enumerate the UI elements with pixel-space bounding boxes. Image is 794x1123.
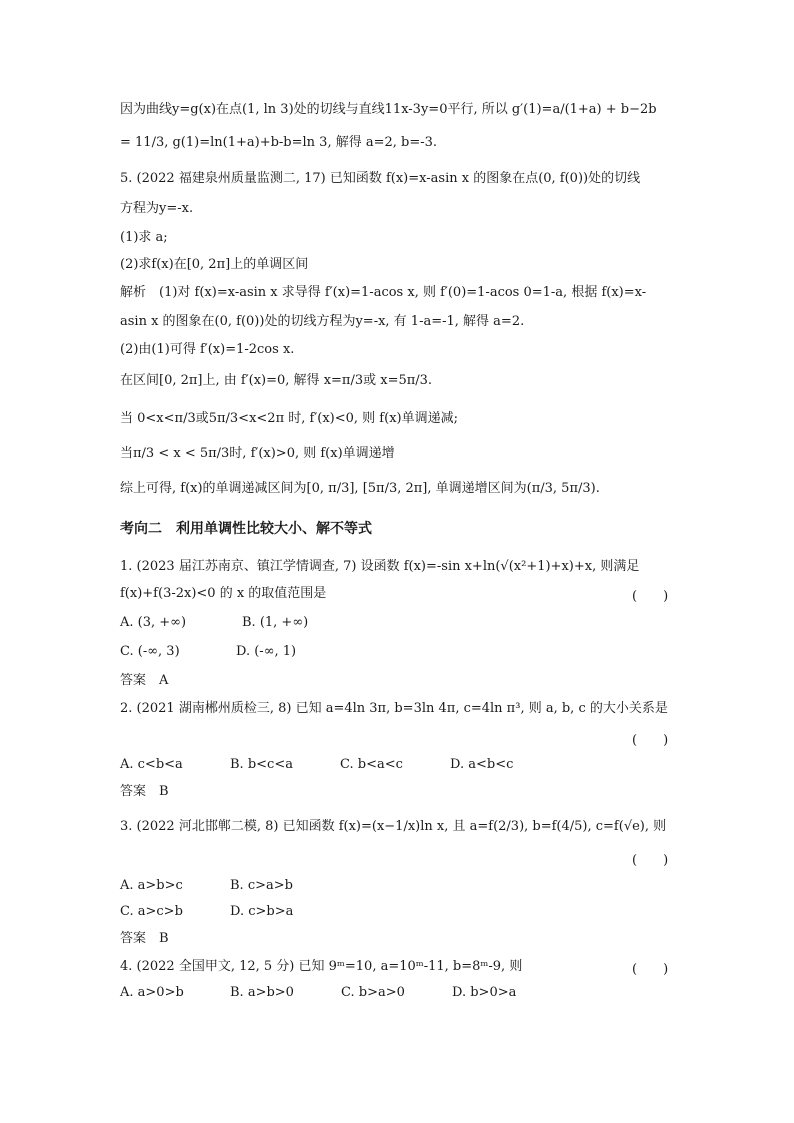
option-a: A. a>0>b [120,985,184,1000]
text-line: (2)求f(x)在[0, 2π]上的单调区间 [120,257,309,272]
option-d: D. a<b<c [450,757,514,772]
option-c: C. b>a>0 [341,985,405,1000]
option-d: D. c>b>a [230,904,294,919]
solution-line: asin x 的图象在(0, f(0))处的切线方程为y=-x, 有 1-a=-1, 解得 a=2. [120,314,525,329]
option-b: B. (1, +∞) [242,615,309,630]
answer-line: 答案 B [120,931,169,946]
text-line: 因为曲线y=g(x)在点(1, ln 3)处的切线与直线11x-3y=0平行, 所以 g′(1)=a/(1+a) + b−2b [120,102,657,117]
text-line: = 11/3, g(1)=ln(1+a)+b-b=ln 3, 解得 a=2, b=-3. [120,135,438,150]
section-heading: 考向二 利用单调性比较大小、解不等式 [120,521,372,537]
solution-line: 解析 (1)对 f(x)=x-asin x 求导得 f′(x)=1-acos x, 则 f′(0)=1-acos 0=1-a, 根据 f(x)=x- [120,285,647,300]
answer-blank: ( ) [632,733,669,748]
text-line: 方程为y=-x. [120,201,194,216]
option-a: A. a>b>c [120,878,183,893]
solution-line: 在区间[0, 2π]上, 由 f′(x)=0, 解得 x=π/3或 x=5π/3. [120,373,433,388]
solution-line: 综上可得, f(x)的单调递减区间为[0, π/3], [5π/3, 2π], 单调递增区间为(π/3, 5π/3). [120,481,600,496]
option-b: B. a>b>0 [230,985,294,1000]
solution-line: (2)由(1)可得 f′(x)=1-2cos x. [120,342,295,357]
solution-line: 当 0<x<π/3或5π/3<x<2π 时, f′(x)<0, 则 f(x)单调递减; [120,411,458,426]
text-line: (1)求 a; [120,230,168,245]
solution-line: 当π/3 < x < 5π/3时, f′(x)>0, 则 f(x)单调递增 [120,446,395,461]
answer-blank: ( ) [632,962,669,977]
option-d: D. b>0>a [452,985,517,1000]
question-4-stem: 4. (2022 全国甲文, 12, 5 分) 已知 9ᵐ=10, a=10ᵐ-11, b=8ᵐ-9, 则 [120,959,523,974]
option-c: C. b<a<c [340,757,403,772]
question-3-stem: 3. (2022 河北邯郸二模, 8) 已知函数 f(x)=(x−1/x)ln x, 且 a=f(2/3), b=f(4/5), c=f(√e), 则 [120,819,667,834]
option-c: C. a>c>b [120,904,183,919]
option-a: A. c<b<a [120,757,183,772]
question-1-stem: 1. (2023 届江苏南京、镇江学情调查, 7) 设函数 f(x)=-sin x+ln(√(x²+1)+x)+x, 则满足 [120,559,640,574]
answer-blank: ( ) [632,853,669,868]
question-2-stem: 2. (2021 湖南郴州质检三, 8) 已知 a=4ln 3π, b=3ln 4π, c=4ln π³, 则 a, b, c 的大小关系是 [120,701,668,716]
option-b: B. c>a>b [230,878,293,893]
option-c: C. (-∞, 3) [120,644,180,659]
question-1-stem: f(x)+f(3-2x)<0 的 x 的取值范围是 [120,586,327,601]
option-a: A. (3, +∞) [120,615,187,630]
option-b: B. b<c<a [230,757,293,772]
option-d: D. (-∞, 1) [236,644,297,659]
answer-line: 答案 B [120,784,169,799]
answer-blank: ( ) [632,589,669,604]
answer-line: 答案 A [120,673,169,688]
text-line: 5. (2022 福建泉州质量监测二, 17) 已知函数 f(x)=x-asin x 的图象在点(0, f(0))处的切线 [120,171,641,186]
